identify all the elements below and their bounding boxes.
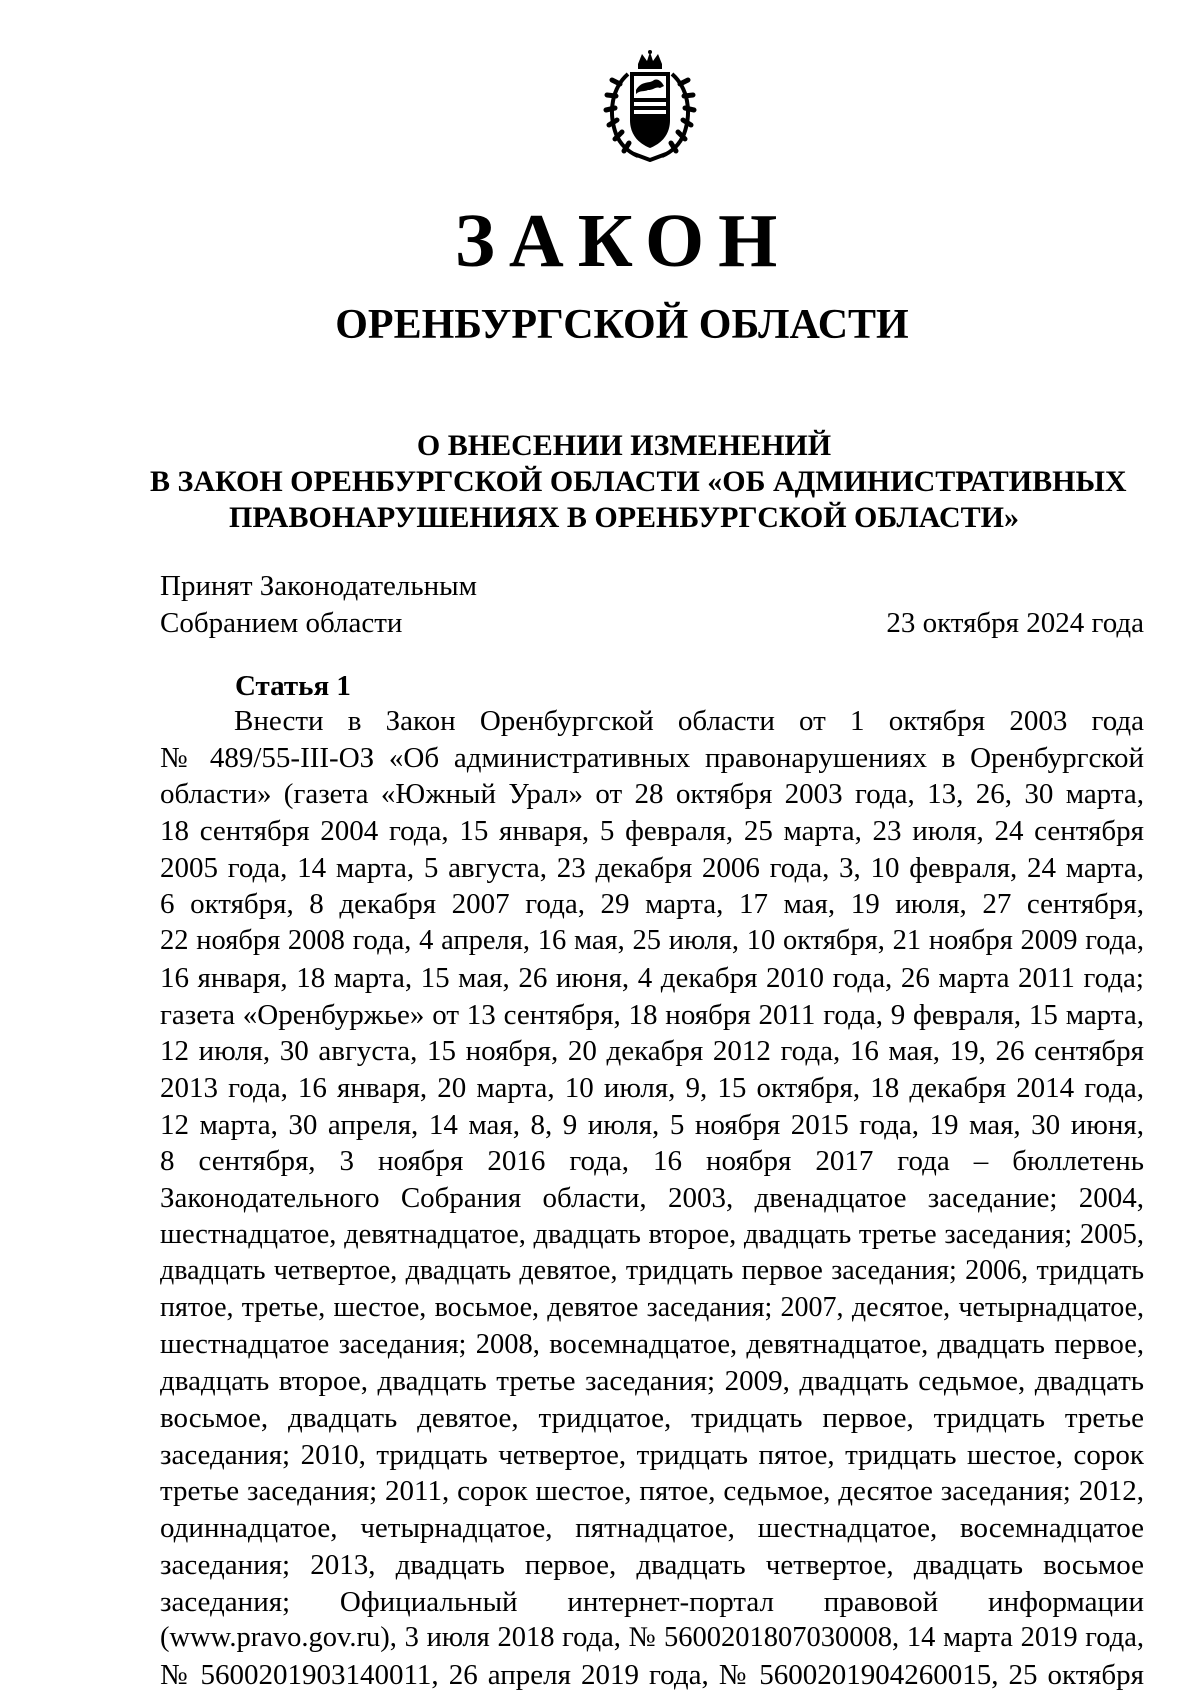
- article-line: шестнадцатое заседания; 2008, восемнадцатое, девятнадцатое, двадцать первое,: [160, 1328, 1144, 1360]
- article-body: [160, 703, 1144, 1694]
- document-subtitle: ОРЕНБУРГСКОЙ ОБЛАСТИ: [335, 302, 909, 348]
- law-title-line: ПРАВОНАРУШЕНИЯХ В ОРЕНБУРГСКОЙ ОБЛАСТИ»: [228, 501, 1019, 534]
- article-line: одиннадцатое, четырнадцатое, пятнадцатое, шестнадцатое, восемнадцатое: [160, 1512, 1144, 1545]
- adoption-line-1: Принят Законодательным: [160, 570, 477, 602]
- article-line: третье заседания; 2011, сорок шестое, пятое, седьмое, десятое заседания; 2012,: [160, 1475, 1144, 1508]
- article-line: (www.pravo.gov.ru), 3 июля 2018 года, № 5600201807030008, 14 марта 2019 года,: [160, 1622, 1144, 1654]
- adoption-line-2: Собранием области: [160, 607, 403, 639]
- article-line: заседания; 2013, двадцать первое, двадцать четвертое, двадцать восьмое: [160, 1548, 1144, 1581]
- article-line: пятое, третье, шестое, восьмое, девятое заседания; 2007, десятое, четырнадцатое,: [160, 1292, 1144, 1323]
- article-line: заседания; Официальный интернет-портал правовой информации: [160, 1585, 1144, 1618]
- article-line: 8 сентября, 3 ноября 2016 года, 16 ноября 2017 года – бюллетень: [160, 1145, 1144, 1178]
- article-line: восьмое, двадцать девятое, тридцатое, тридцать первое, тридцать третье: [160, 1402, 1144, 1435]
- article-line: двадцать четвертое, двадцать девятое, тридцать первое заседания; 2006, тридцать: [160, 1255, 1144, 1287]
- article-line: 18 сентября 2004 года, 15 января, 5 февраля, 25 марта, 23 июля, 24 сентября: [160, 815, 1144, 848]
- law-title-line: О ВНЕСЕНИИ ИЗМЕНЕНИЙ: [416, 429, 832, 462]
- article-line: 6 октября, 8 декабря 2007 года, 29 марта, 17 мая, 19 июля, 27 сентября,: [160, 888, 1144, 921]
- article-line: газета «Оренбуржье» от 13 сентября, 18 ноября 2011 года, 9 февраля, 15 марта,: [160, 998, 1144, 1031]
- document-title: ЗАКОН: [454, 199, 792, 283]
- article-line: 12 июля, 30 августа, 15 ноября, 20 декабря 2012 года, 16 мая, 19, 26 сентября: [160, 1035, 1144, 1068]
- article-line: 2013 года, 16 января, 20 марта, 10 июля, 9, 15 октября, 18 декабря 2014 года,: [160, 1071, 1144, 1104]
- article-line: № 489/55-III-ОЗ «Об административных правонарушениях в Оренбургской: [160, 741, 1144, 774]
- law-title-line: В ЗАКОН ОРЕНБУРГСКОЙ ОБЛАСТИ «ОБ АДМИНИСТРАТИВНЫХ: [150, 465, 1127, 498]
- article-line: области» (газета «Южный Урал» от 28 октября 2003 года, 13, 26, 30 марта,: [160, 778, 1144, 811]
- law-title: [150, 428, 1127, 536]
- article-line: шестнадцатое, девятнадцатое, двадцать второе, двадцать третье заседания; 2005,: [160, 1218, 1144, 1250]
- coat-of-arms-icon: [598, 50, 702, 162]
- article-line: заседания; 2010, тридцать четвертое, тридцать пятое, тридцать шестое, сорок: [160, 1438, 1144, 1471]
- adoption-row: [160, 605, 1144, 642]
- article-line: 22 ноября 2008 года, 4 апреля, 16 мая, 25 июля, 10 октября, 21 ноября 2009 года,: [160, 925, 1144, 957]
- article-line: 2005 года, 14 марта, 5 августа, 23 декабря 2006 года, 3, 10 февраля, 24 марта,: [160, 851, 1144, 884]
- article-heading: Статья 1: [235, 670, 351, 702]
- article-line: двадцать второе, двадцать третье заседания; 2009, двадцать седьмое, двадцать: [160, 1365, 1144, 1398]
- article-line: № 5600201903140011, 26 апреля 2019 года, № 5600201904260015, 25 октября: [160, 1658, 1144, 1691]
- article-line: 16 января, 18 марта, 15 мая, 26 июня, 4 декабря 2010 года, 26 марта 2011 года;: [160, 961, 1144, 994]
- article-line: Внести в Закон Оренбургской области от 1 октября 2003 года: [234, 705, 1144, 737]
- adoption-block: [160, 568, 1144, 642]
- article-line: 12 марта, 30 апреля, 14 мая, 8, 9 июля, 5 ноября 2015 года, 19 мая, 30 июня,: [160, 1108, 1144, 1141]
- article-line: Законодательного Собрания области, 2003, двенадцатое заседание; 2004,: [160, 1181, 1144, 1214]
- adoption-row: [160, 568, 1144, 605]
- adoption-date: 23 октября 2024 года: [886, 607, 1144, 639]
